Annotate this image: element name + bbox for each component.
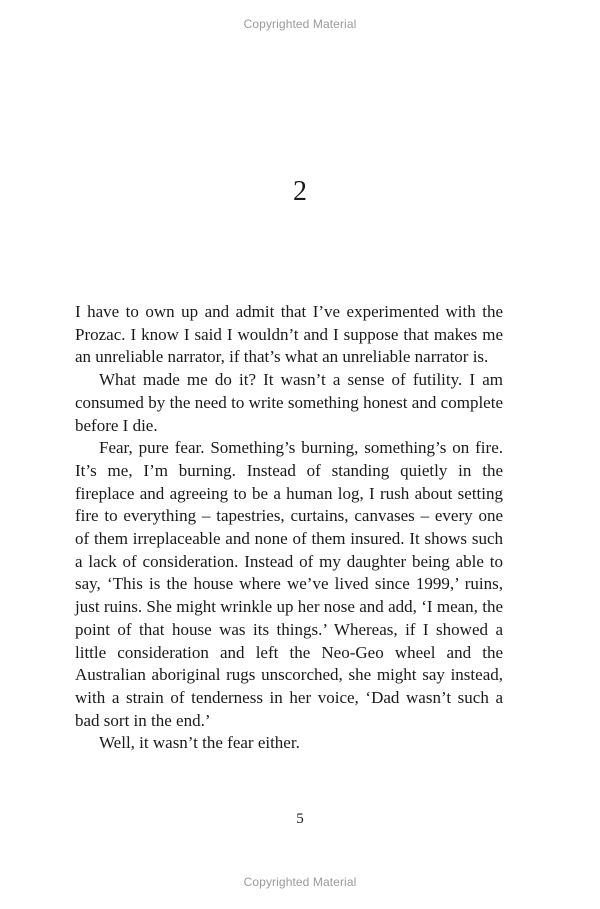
chapter-body bbox=[75, 301, 503, 755]
copyright-watermark-bottom: Copyrighted Material bbox=[243, 875, 357, 889]
page-number: 5 bbox=[296, 811, 304, 827]
paragraph-3: Fear, pure fear. Something’s burning, something’s on fire. It’s me, I’m burning. Instead of standing quietly in the fireplace and agreeing to be a human log, I rush about setting fire to everything – tapestries, curtains, canvases – every one of them irreplaceable and none of them insured. It shows such a lack of consideration. Instead of my daughter being able to say, ‘This is the house where we’ve lived since 1999,’ ruins, just ruins. She might wrinkle up her nose and add, ‘I mean, the point of that house was its things.’ Whereas, if I showed a little consideration and left the Neo-Geo wheel and the Australian aboriginal rugs unscorched, she might say instead, with a strain of tenderness in her voice, ‘Dad wasn’t such a bad sort in the end.’ bbox=[75, 438, 503, 730]
copyright-watermark-top: Copyrighted Material bbox=[243, 17, 357, 31]
chapter-number: 2 bbox=[293, 176, 307, 207]
paragraph-2: What made me do it? It wasn’t a sense of futility. I am consumed by the need to write something honest and complete before I die. bbox=[75, 370, 503, 435]
paragraph-1: I have to own up and admit that I’ve experimented with the Prozac. I know I said I wouldn’t and I suppose that makes me an unreliable narrator, if that’s what an unreliable narrator is. bbox=[75, 302, 503, 367]
paragraph-4: Well, it wasn’t the fear either. bbox=[99, 733, 300, 753]
